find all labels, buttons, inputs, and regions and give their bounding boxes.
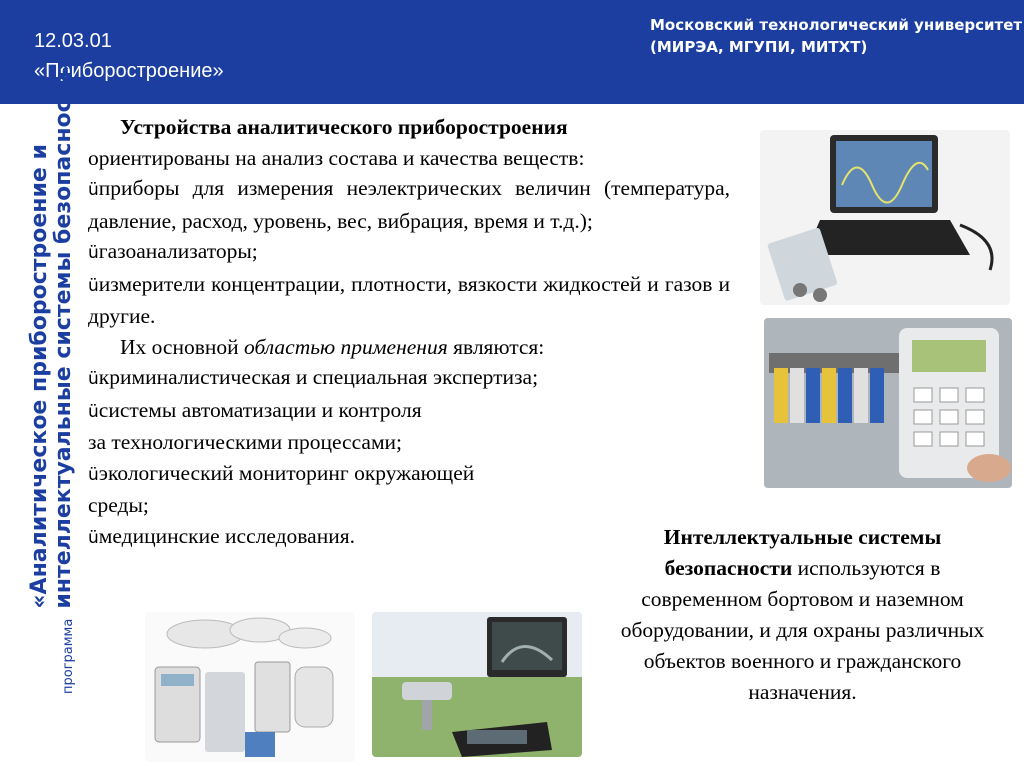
list-item: üмедицинские исследования. bbox=[88, 523, 355, 548]
list-item: üсистемы автоматизации и контроля за технологическими процессами; bbox=[88, 397, 422, 454]
header-bar bbox=[0, 0, 1024, 104]
program-name: «Приборостроение» bbox=[34, 60, 224, 82]
list-item: üизмерители концентрации, плотности, вязкости жидкостей и газов и другие. bbox=[88, 271, 730, 328]
university-line-1: Московский технологический университет bbox=[650, 16, 1023, 34]
check-icon: ü bbox=[88, 527, 99, 548]
main-text bbox=[88, 112, 730, 553]
program-title-line-2: интеллектуальные системы безопасности» bbox=[51, 56, 76, 609]
program-prefix: программа bbox=[61, 618, 76, 694]
intro-text: ориентированы на анализ состава и качества веществ: bbox=[88, 145, 585, 170]
security-panel-photo bbox=[764, 318, 1012, 488]
surveillance-photo bbox=[372, 612, 582, 757]
program-code: 12.03.01 bbox=[34, 30, 112, 52]
vertical-program-title bbox=[28, 57, 76, 694]
check-icon: ü bbox=[88, 464, 99, 485]
check-icon: ü bbox=[88, 401, 99, 422]
check-icon: ü bbox=[88, 243, 99, 263]
section-heading: Устройства аналитического приборостроения bbox=[120, 115, 568, 139]
laptop-analyzer-photo bbox=[760, 130, 1010, 305]
application-line: Их основной областью применения являются: bbox=[120, 334, 545, 359]
list-item: üкриминалистическая и специальная экспертиза; bbox=[88, 365, 539, 389]
university-line-2: (МИРЭА, МГУПИ, МИТХТ) bbox=[650, 38, 868, 56]
list-item: üгазоанализаторы; bbox=[88, 239, 258, 263]
list-item: üэкологический мониторинг окружающей среды; bbox=[88, 460, 475, 517]
security-systems-text: Интеллектуальные системы безопасности используются в современном бортовом и наземном оборудовании, и для охраны различных объектов военного и гражданского назначения. bbox=[620, 525, 985, 704]
list-item: üприборы для измерения неэлектрических величин (температура, давление, расход, уровень, вес, вибрация, время и т.д.); bbox=[88, 176, 730, 233]
check-icon: ü bbox=[88, 275, 99, 296]
security-devices-photo bbox=[145, 612, 355, 762]
check-icon: ü bbox=[88, 369, 99, 389]
university-name bbox=[650, 14, 1022, 58]
check-icon: ü bbox=[88, 180, 99, 200]
program-title-line-1: «Аналитическое приборостроение и bbox=[27, 144, 52, 609]
